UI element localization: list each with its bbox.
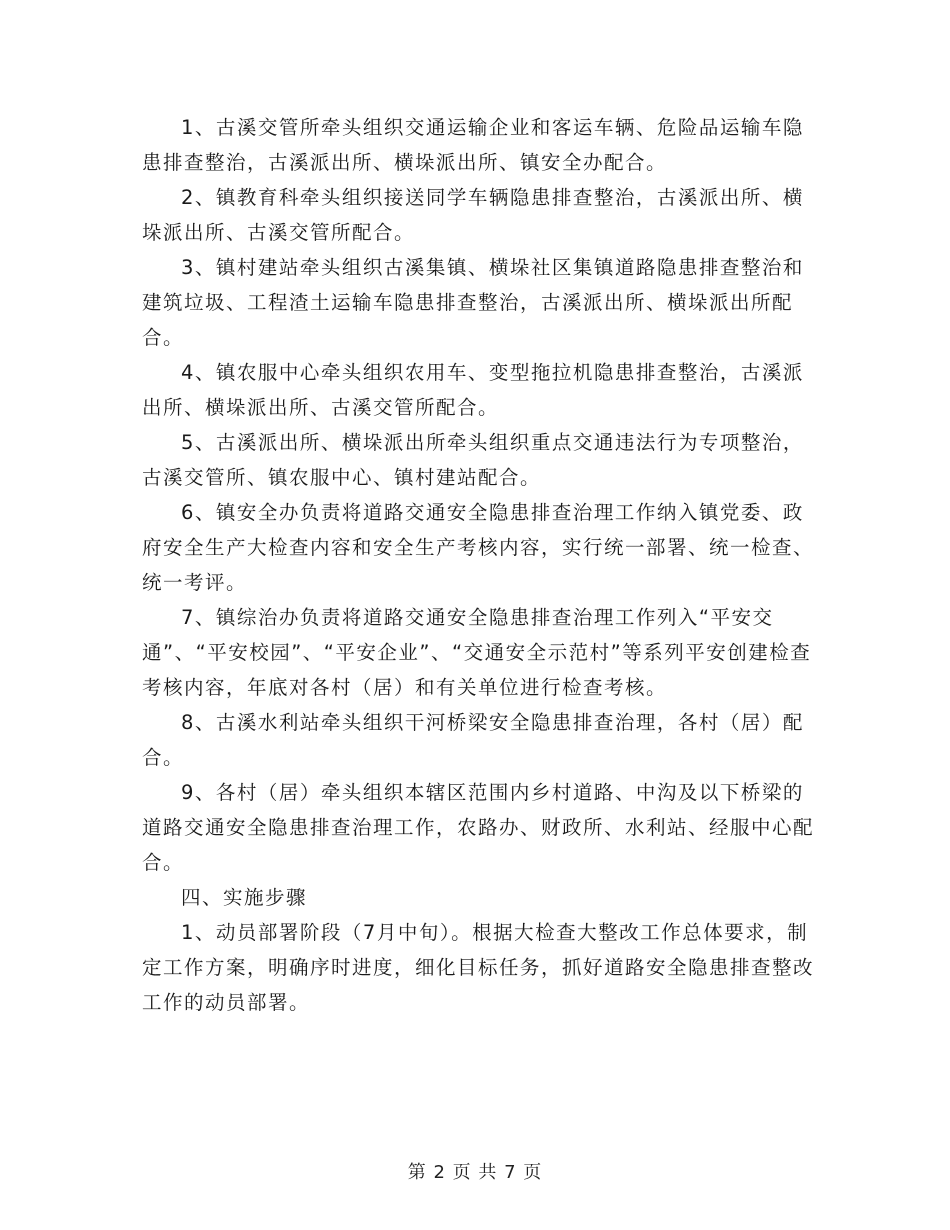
document-body [142, 110, 814, 1020]
paragraph-5: 5、古溪派出所、横垛派出所牵头组织重点交通违法行为专项整治，古溪交管所、镇农服中心、镇村建站配合。 [142, 431, 804, 489]
page-footer: 第 2 页 共 7 页 [407, 1162, 543, 1183]
paragraph-4: 4、镇农服中心牵头组织农用车、变型拖拉机隐患排查整治，古溪派出所、横垛派出所、古溪交管所配合。 [142, 361, 804, 419]
paragraph-7: 7、镇综治办负责将道路交通安全隐患排查治理工作列入“平安交通”、“平安校园”、“平安企业”、“交通安全示范村”等系列平安创建检查考核内容，年底对各村（居）和有关单位进行检查考核。 [142, 606, 812, 699]
paragraph-1: 1、古溪交管所牵头组织交通运输企业和客运车辆、危险品运输车隐患排查整治，古溪派出所、横垛派出所、镇安全办配合。 [142, 116, 804, 174]
paragraph-9: 9、各村（居）牵头组织本辖区范围内乡村道路、中沟及以下桥梁的道路交通安全隐患排查治理工作，农路办、财政所、水利站、经服中心配合。 [142, 781, 815, 874]
paragraph-3: 3、镇村建站牵头组织古溪集镇、横垛社区集镇道路隐患排查整治和建筑垃圾、工程渣土运输车隐患排查整治，古溪派出所、横垛派出所配合。 [142, 256, 804, 349]
paragraph-2: 2、镇教育科牵头组织接送同学车辆隐患排查整治，古溪派出所、横垛派出所、古溪交管所配合。 [142, 186, 804, 244]
paragraph-10: 1、动员部署阶段（7月中旬）。根据大检查大整改工作总体要求，制定工作方案，明确序时进度，细化目标任务，抓好道路安全隐患排查整改工作的动员部署。 [142, 921, 815, 1014]
paragraph-6: 6、镇安全办负责将道路交通安全隐患排查治理工作纳入镇党委、政府安全生产大检查内容和安全生产考核内容，实行统一部署、统一检查、统一考评。 [142, 501, 815, 594]
paragraph-8: 8、古溪水利站牵头组织干河桥梁安全隐患排查治理，各村（居）配合。 [142, 711, 804, 769]
section-heading: 四、实施步骤 [181, 886, 308, 909]
